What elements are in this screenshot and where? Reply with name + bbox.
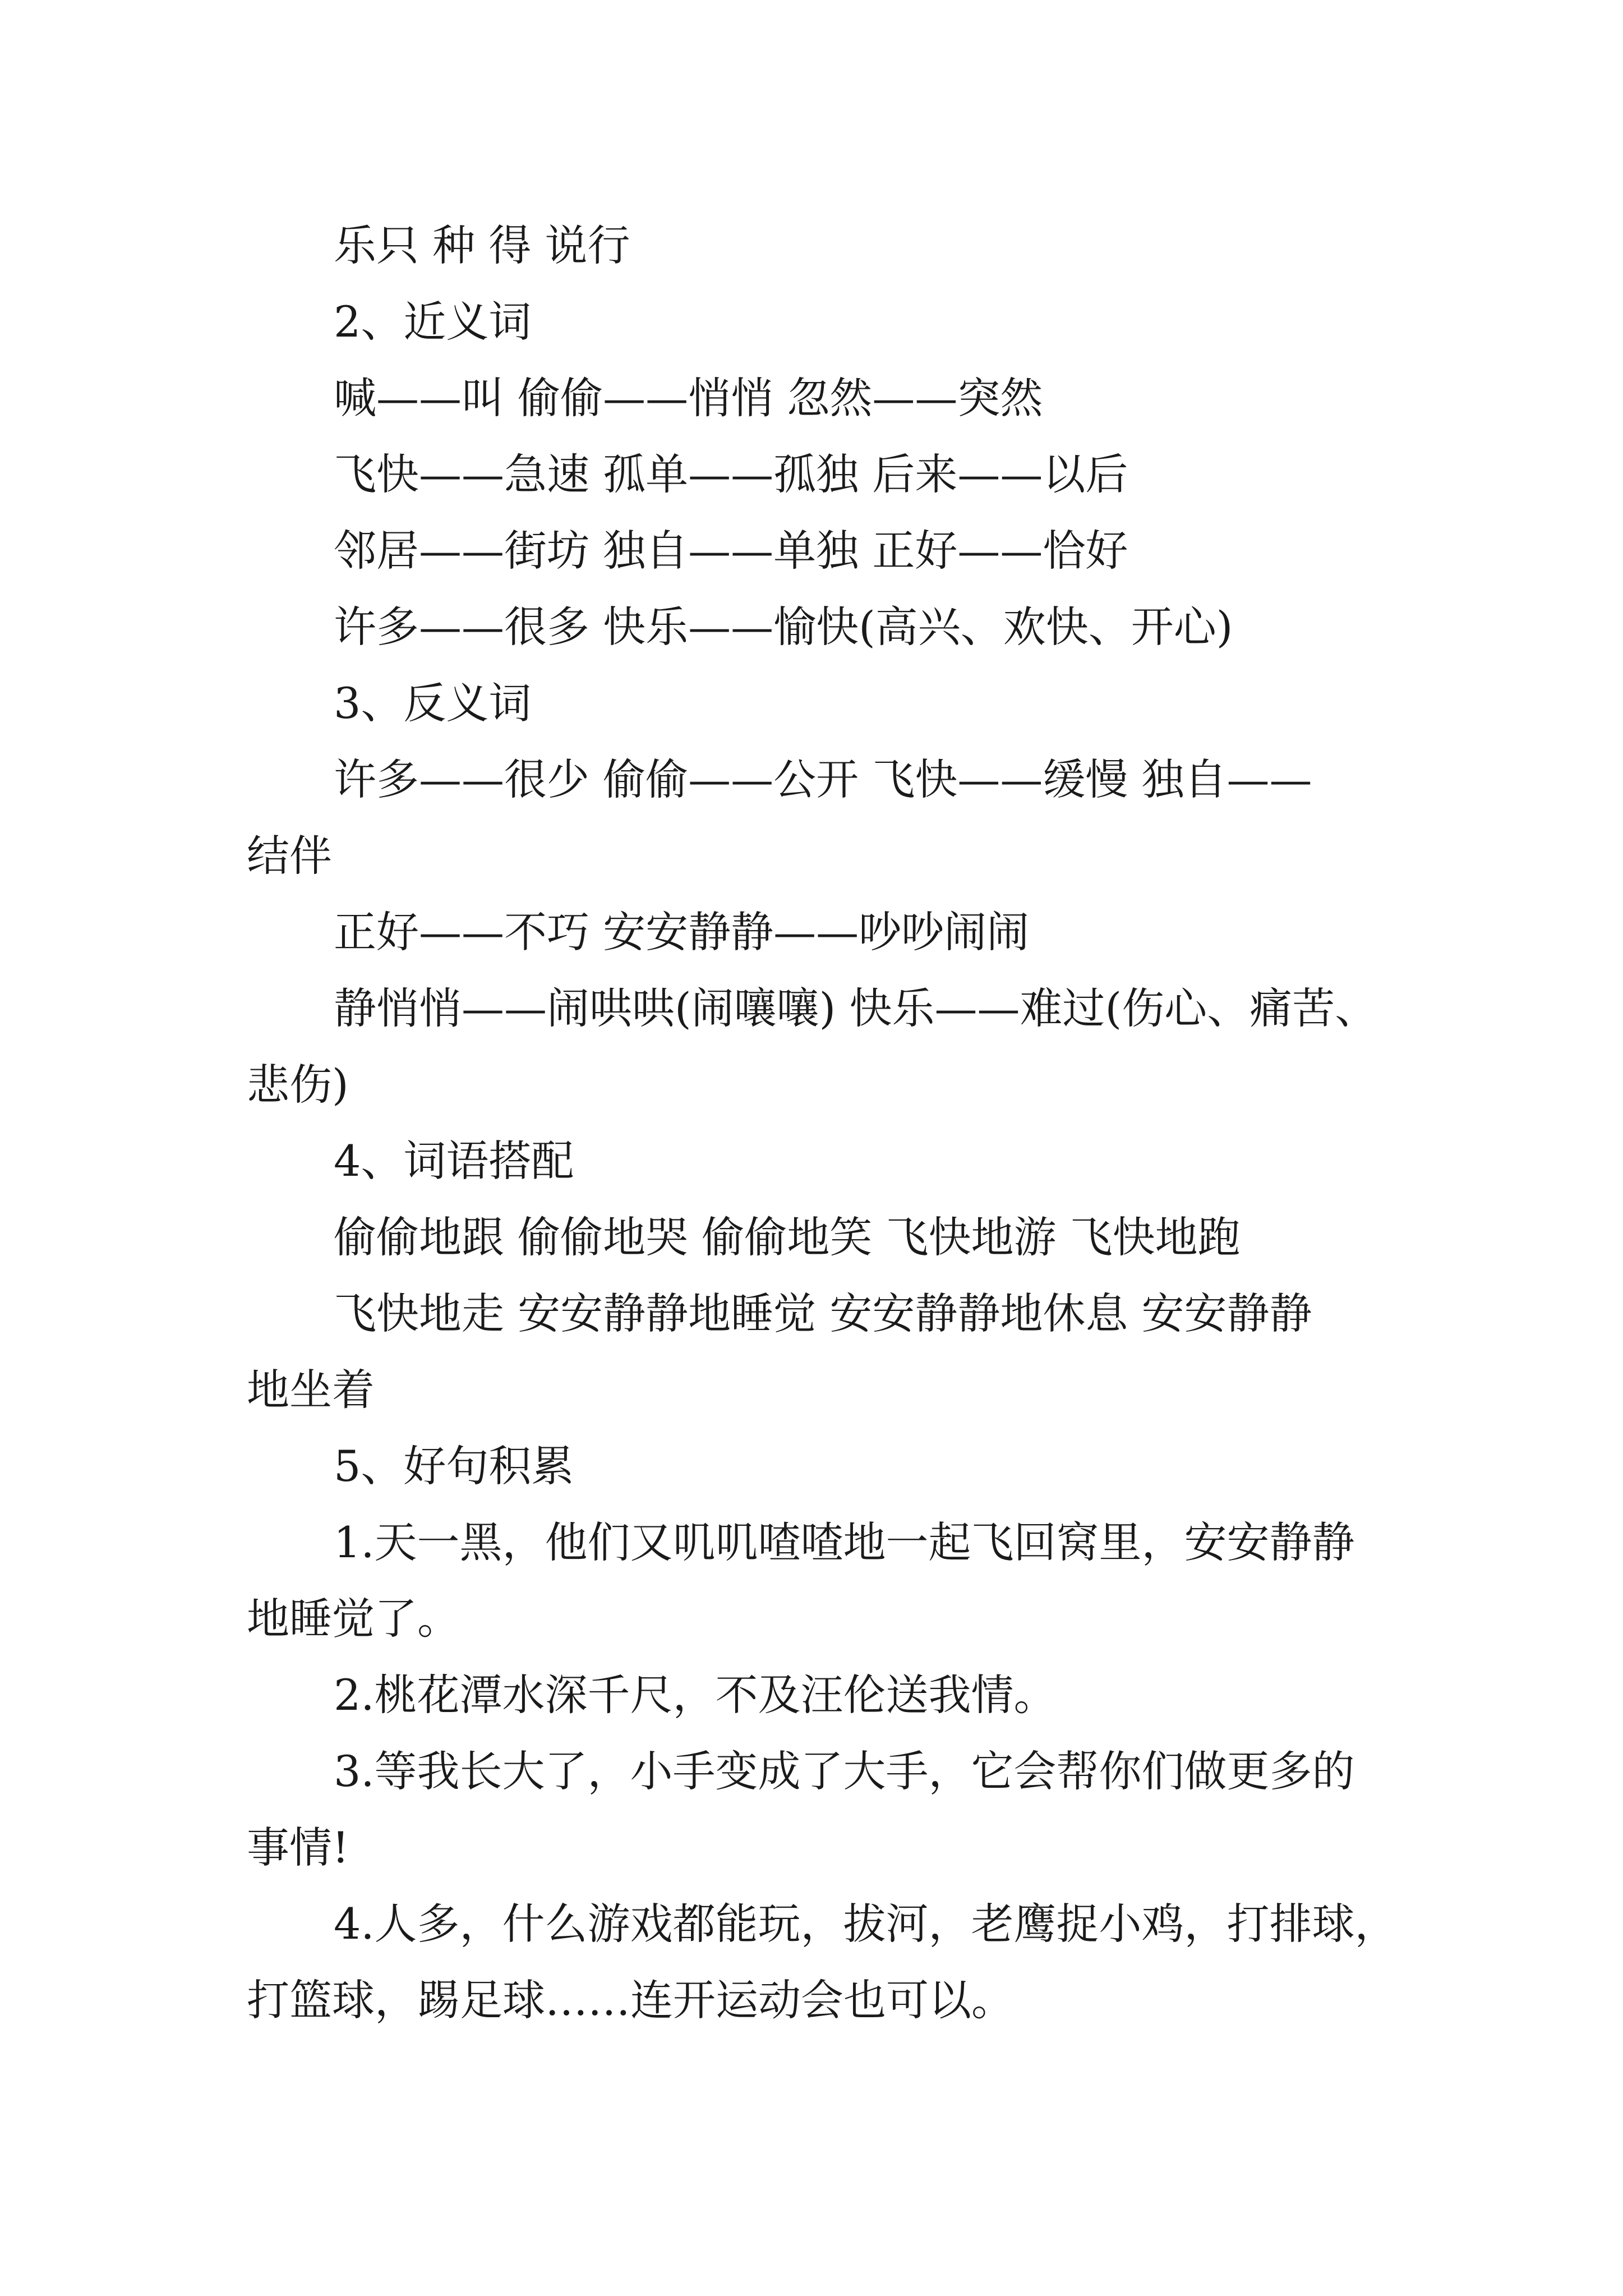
text-line: 偷偷地跟 偷偷地哭 偷偷地笑 飞快地游 飞快地跑 [334, 1212, 1241, 1262]
text-line: 邻居——街坊 独自——单独 正好——恰好 [334, 526, 1128, 576]
text-line: 结伴 [247, 831, 332, 881]
text-line: 1.天一黑，他们又叽叽喳喳地一起飞回窝里，安安静静 [334, 1517, 1355, 1567]
text-line: 喊——叫 偷偷——悄悄 忽然——突然 [334, 373, 1043, 423]
document-body [247, 208, 1398, 2039]
text-line: 地睡觉了。 [247, 1594, 460, 1644]
text-line: 3.等我长大了，小手变成了大手，它会帮你们做更多的 [334, 1746, 1355, 1796]
text-line: 正好——不巧 安安静静——吵吵闹闹 [334, 907, 1030, 957]
text-line: 乐只 种 得 说行 [334, 220, 630, 270]
section-heading-word-pairing: 4、词语搭配 [334, 1136, 574, 1186]
section-heading-good-sentences: 5、好句积累 [334, 1441, 574, 1491]
text-line: 许多——很多 快乐——愉快(高兴、欢快、开心) [334, 602, 1233, 652]
text-line: 悲伤) [247, 1060, 349, 1110]
section-heading-antonyms: 3、反义词 [334, 678, 532, 728]
section-heading-synonyms: 2、近义词 [334, 297, 532, 347]
text-line: 打篮球，踢足球……连开运动会也可以。 [247, 1975, 1014, 2025]
text-line: 飞快——急速 孤单——孤独 后来——以后 [334, 449, 1128, 499]
text-line: 4.人多，什么游戏都能玩，拔河，老鹰捉小鸡，打排球， [334, 1899, 1398, 1949]
text-line: 静悄悄——闹哄哄(闹嚷嚷) 快乐——难过(伤心、痛苦、 [334, 983, 1378, 1033]
text-line: 许多——很少 偷偷——公开 飞快——缓慢 独自—— [334, 754, 1312, 804]
text-line: 2.桃花潭水深千尺，不及汪伦送我情。 [334, 1670, 1057, 1720]
text-line: 地坐着 [247, 1365, 375, 1415]
text-line: 事情! [247, 1823, 349, 1872]
text-line: 飞快地走 安安静静地睡觉 安安静静地休息 安安静静 [334, 1289, 1312, 1338]
